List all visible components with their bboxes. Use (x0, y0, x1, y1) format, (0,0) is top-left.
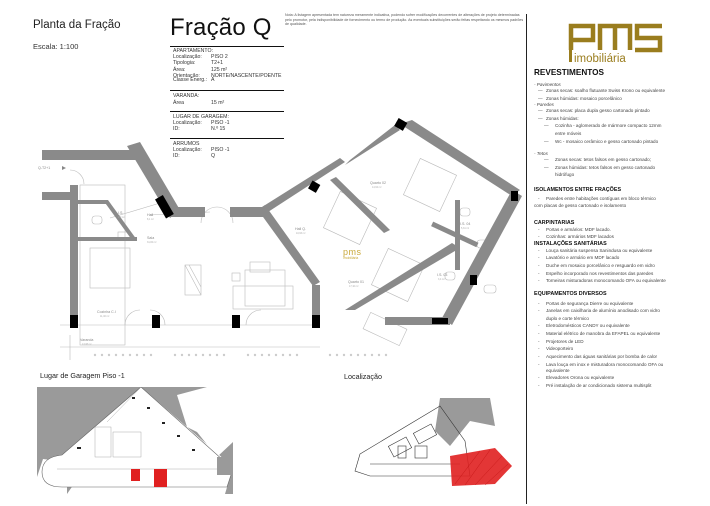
bullet: - (538, 338, 540, 344)
spec-item (534, 345, 710, 353)
info-key: Tipologia: (173, 60, 196, 67)
room-label-sala: Sala (147, 236, 155, 240)
spec-item (534, 382, 710, 390)
spec-text: Zonas secas: tetos falsos em gesso cartonado; (555, 157, 652, 163)
spec-continuation: entre móveis (555, 130, 582, 136)
apartment-heading: APARTAMENTO: (173, 48, 213, 54)
spec-text: Pré instalação de ar condicionado sistema multisplit (546, 382, 652, 388)
spec-subitem (534, 156, 710, 164)
info-value: PISO -1 (211, 147, 230, 154)
watermark-bottom: imobiliária (343, 256, 359, 260)
room-label-hall-q: Hall Q. (295, 227, 306, 231)
spec-item (534, 95, 710, 103)
spec-text: Projetores de LED (546, 338, 584, 344)
room-area-hall-q: 10,63 m² (296, 232, 306, 235)
bullet: - (538, 234, 540, 240)
watermark-top: pms (343, 247, 362, 257)
spec-item (534, 195, 710, 203)
spec-subitem (534, 138, 710, 146)
room-label-hall: Hall (147, 213, 154, 217)
info-value: T2+1 (211, 60, 223, 67)
equipamentos-heading: EQUIPAMENTOS DIVERSOS (534, 290, 607, 297)
scale-label: Escala: 1:100 (33, 42, 79, 51)
revestimentos-heading: REVESTIMENTOS (534, 68, 604, 77)
spec-text: Portas e armários: MDF lacado. (546, 226, 611, 232)
bullet: - (538, 346, 540, 352)
info-value: N.º 15 (211, 126, 226, 133)
spec-item (534, 262, 710, 270)
paredes-label: - Paredes (534, 102, 554, 108)
spec-item (534, 233, 710, 241)
spec-text: Paredes entre habitações contíguas em bloco térmico (546, 195, 656, 201)
bullet: - (538, 308, 540, 314)
bullet: - (538, 262, 540, 268)
bullet: - (538, 226, 540, 232)
garage-map (37, 387, 233, 494)
bullet: — (544, 157, 549, 163)
spec-text: Lavatório e armário em MDF lacado (546, 255, 620, 261)
spec-text: Janelas em caixilharia de alumínio anodisado com vidro (546, 308, 660, 314)
apartment-highlight (450, 448, 512, 486)
spec-text: Cozinhas: armários MDF lacados (546, 234, 614, 240)
room-label-is-04: I.S. 04 (460, 222, 471, 226)
room-area-is-03: 3,4 m² (438, 278, 445, 281)
bullet: — (544, 123, 549, 129)
spec-text: Elevadores Orona ou equivalente (546, 374, 615, 380)
room-area-sala: 31,84 m² (147, 241, 157, 244)
spec-item (534, 247, 710, 255)
info-value: PISO 2 (211, 54, 228, 61)
spec-continuation: equivalente (546, 367, 570, 373)
room-label-quarto-02: Quarto 02 (370, 181, 386, 185)
info-value: 125 m² (211, 66, 228, 73)
spec-item-cont (534, 203, 710, 208)
spec-text: Zonas húmidas: mosaico porcelânico (546, 95, 622, 101)
info-key: Área: (173, 66, 186, 73)
spec-item (534, 277, 710, 285)
carpintarias-heading: CARPINTARIAS (534, 219, 575, 226)
bullet: - (538, 382, 540, 388)
tetos-label: - Tetos (534, 151, 548, 157)
bullet: - (538, 278, 540, 284)
info-value: Q (211, 153, 216, 160)
bullet: — (538, 95, 543, 101)
bullet: - (538, 247, 540, 253)
info-key: Localização: (173, 54, 202, 61)
info-value: NORTE/NASCENTE/POENTE (211, 72, 282, 79)
spec-text: Portas de segurança Dierre ou equivalente (546, 300, 634, 306)
spec-text: Videoporteiro (546, 346, 574, 352)
bullet: — (544, 138, 549, 144)
info-value: A (211, 77, 215, 84)
room-area-quarto-02: 14,64 m² (372, 186, 382, 189)
info-value: PISO -1 (211, 120, 230, 127)
spec-text: Zonas secas: soalho flutuante Swiss Krono ou equivalente (546, 88, 666, 93)
spec-text: Lava louça em inox e misturadora monocomando OFA ou (546, 362, 664, 368)
watermark-logo (343, 247, 362, 260)
spec-text: Wc - mosaico cerâmico e gesso cartonado pintado (555, 138, 659, 144)
bullet: — (544, 164, 549, 170)
spec-text: Zonas húmidas: tetos falsos em gesso cartonado (555, 164, 656, 170)
sanitarias-heading: INSTALAÇÕES SANITÁRIAS (534, 240, 607, 247)
spec-text: Zonas secas: placa dupla gesso cartonado pintado (546, 108, 650, 114)
bullet: — (538, 108, 543, 114)
location-map (340, 386, 520, 486)
logo-subtitle: imobiliária (574, 53, 626, 64)
spec-subitem (534, 122, 710, 130)
entrance-label: Q-T2+1 (38, 166, 51, 170)
room-area-quarto-01: 17,10 m² (349, 285, 359, 288)
info-key: Área (173, 100, 184, 107)
disclaimer-note: Nota: A listagem apresentada tem natureza meramente indicativa, podendo sofrer modificações decorrentes de alterações de projeto determinadas pelo promotor, pela indisponibilidade de fornecimento ou termo de produção. As eventuais substituições serão feitas respeitando os mesmos padrões de qualidade. (285, 13, 524, 27)
room-label-is: I.S. (118, 211, 124, 215)
spec-item (534, 226, 710, 234)
info-key: Orientação: (173, 72, 200, 79)
bullet: — (538, 115, 543, 121)
info-key: Localização: (173, 120, 202, 127)
spec-continuation: hidrófugo (555, 172, 575, 178)
storage-heading: ARRUMOS (173, 141, 200, 147)
spec-text: com placas de gesso cartonado e isolamento (534, 202, 627, 208)
garage-map-title: Lugar de Garagem Piso -1 (40, 371, 125, 380)
fracao-title: Fração Q (170, 14, 272, 41)
spec-text: Zonas húmidas: (546, 115, 579, 121)
spec-item (534, 338, 710, 346)
garage-heading: LUGAR DE GARAGEM: (173, 114, 229, 120)
bullet: - (538, 195, 540, 201)
garage-spot-highlight (154, 469, 167, 487)
room-label-varanda: Varanda (80, 338, 94, 342)
spec-item (534, 270, 710, 278)
spec-item (534, 307, 710, 315)
bullet: - (538, 255, 540, 261)
spec-item (534, 330, 710, 338)
room-area-is: 2,9 m² (118, 216, 125, 219)
spec-item (534, 353, 710, 361)
spec-text: Cozinha - aglomerado de mármore compacto 12mm (555, 123, 662, 129)
spec-item (534, 87, 710, 95)
room-area-cozinha: 11,40 m² (100, 315, 110, 318)
spec-text: Eletrodomésticos CANDY ou equivalente (546, 323, 630, 329)
specs-sidebar (534, 68, 710, 389)
bullet: - (538, 300, 540, 306)
spec-item (534, 107, 710, 115)
info-key: ID: (173, 153, 180, 160)
spec-item (534, 322, 710, 330)
vertical-divider (526, 14, 527, 504)
spec-continuation: duplo e corte térmico (546, 315, 589, 321)
pavimentos-label: - Pavimentos (534, 82, 561, 87)
bullet: — (538, 88, 543, 93)
spec-text: Duche em mosaico porcelânico e resguardo em vidro (546, 262, 655, 268)
plan-title: Planta da Fração (33, 19, 121, 31)
bullet: - (538, 362, 540, 368)
spec-subitem (534, 164, 710, 172)
spec-item (534, 115, 710, 123)
spec-text: Material elétrico de manobra da EFAPEL ou equivalente (546, 331, 661, 337)
pms-logo (567, 20, 667, 64)
bullet: - (538, 331, 540, 337)
bullet: - (538, 353, 540, 359)
spec-item (534, 254, 710, 262)
spec-item (534, 374, 710, 382)
spec-text: Espelho incorporado nos revestimentos das paredes (546, 270, 654, 276)
info-key: ID: (173, 126, 180, 133)
spec-text: Aquecimento das águas sanitárias por bomba de calor (546, 353, 658, 359)
room-area-is-04: 5,31 m² (461, 227, 470, 230)
isolamentos-heading: ISOLAMENTOS ENTRE FRAÇÕES (534, 186, 622, 193)
location-map-title: Localização (344, 372, 382, 381)
bullet: - (538, 270, 540, 276)
spec-text: Torneiras misturadoras monocomando OFA ou equivalente (546, 278, 666, 284)
spec-item (534, 300, 710, 308)
room-area-hall: 8,1 m² (147, 218, 154, 221)
bullet: - (538, 374, 540, 380)
varanda-heading: VARANDA: (173, 93, 200, 99)
room-label-cozinha: Cozinha C.I (97, 310, 116, 314)
room-label-quarto-01: Quarto 01 (348, 280, 364, 284)
storage-highlight (131, 469, 140, 481)
info-key: Classe Energ.: (173, 77, 208, 84)
spec-text: Louça sanitária suspensa Sanindusa ou equivalente (546, 247, 653, 253)
info-value: 15 m² (211, 100, 225, 107)
room-area-varanda: 13,08 m² (82, 343, 92, 346)
room-label-is-03: I.S. 03 (437, 273, 448, 277)
info-key: Localização: (173, 147, 202, 154)
bullet: - (538, 323, 540, 329)
